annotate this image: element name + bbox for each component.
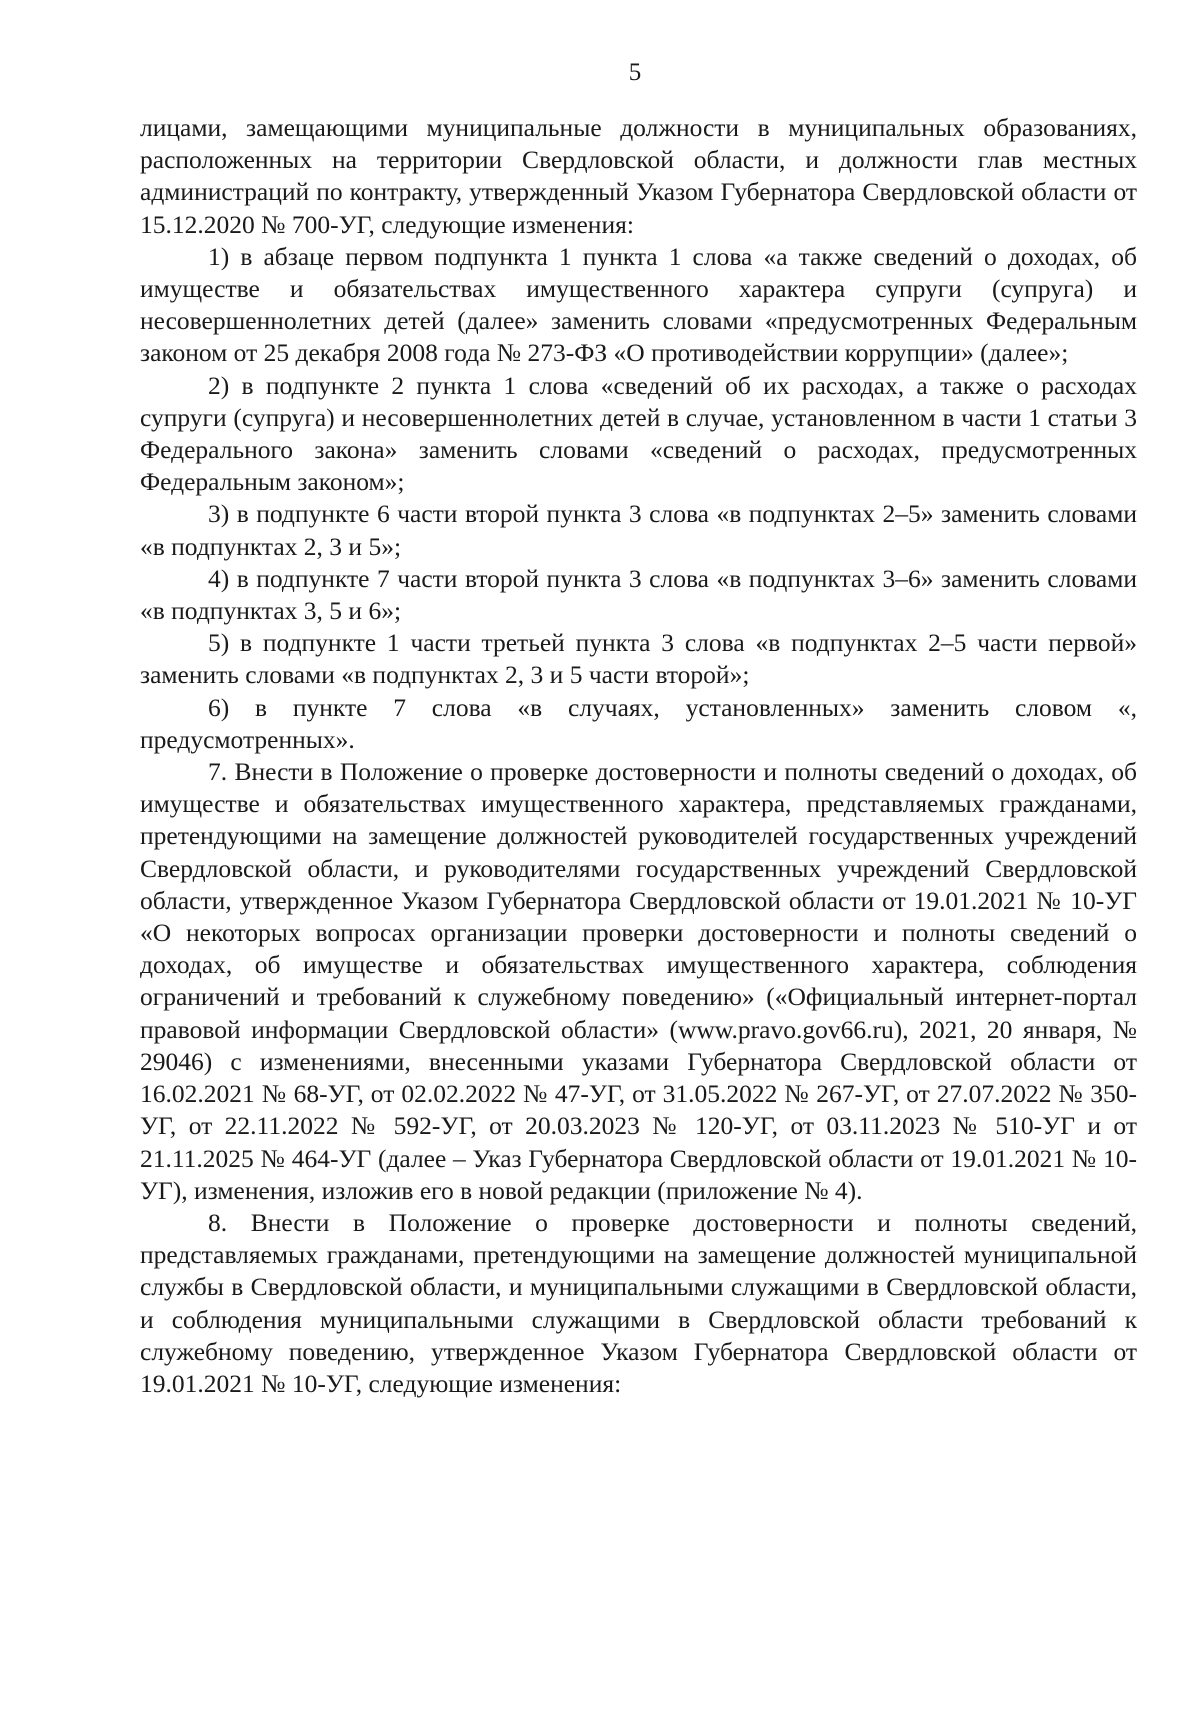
paragraph-section-7: 7. Внести в Положение о проверке достоверности и полноты сведений о доходах, об имуществе и обязательствах имущественного характера, представляемых гражданами, претендующими на замещение должностей руководителей государственных учреждений Свердловской области, и руководителями государственных учреждений Свердловской области, утвержденное Указом Губернатора Свердловской области от 19.01.2021 № 10-УГ «О некоторых вопросах организации проверки достоверности и полноты сведений о доходах, об имуществе и обязательствах имущественного характера, соблюдения ограничений и требований к служебному поведению» («Официальный интернет-портал правовой информации Свердловской области» (www.pravo.gov66.ru), 2021, 20 января, № 29046) с изменениями, внесенными указами Губернатора Свердловской области от 16.02.2021 № 68-УГ, от 02.02.2022 № 47-УГ, от 31.05.2022 № 267-УГ, от 27.07.2022 № 350-УГ, от 22.11.2022 № 592-УГ, от 20.03.2023 № 120-УГ, от 03.11.2023 № 510-УГ и от 21.11.2025 № 464-УГ (далее – Указ Губернатора Свердловской области от 19.01.2021 № 10-УГ), изменения, изложив его в новой редакции (приложение № 4). — [140, 757, 1137, 1205]
paragraph-item-2: 2) в подпункте 2 пункта 1 слова «сведений об их расходах, а также о расходах супруги (супруга) и несовершеннолетних детей в случае, установленном в части 1 статьи 3 Федерального закона» заменить словами «сведений о расходах, предусмотренных Федеральным законом»; — [140, 370, 1137, 497]
paragraph-item-5: 5) в подпункте 1 части третьей пункта 3 слова «в подпунктах 2–5 части первой» заменить словами «в подпунктах 2, 3 и 5 части второй»; — [140, 628, 1137, 690]
document-body — [140, 112, 1137, 1400]
page-number: 5 — [628, 59, 642, 86]
paragraph-continuation: лицами, замещающими муниципальные должности в муниципальных образованиях, расположенных на территории Свердловской области, и должности глав местных администраций по контракту, утвержденный Указом Губернатора Свердловской области от 15.12.2020 № 700-УГ, следующие изменения: — [140, 113, 1137, 239]
paragraph-item-6: 6) в пункте 7 слова «в случаях, установленных» заменить словом «, предусмотренных». — [140, 692, 1137, 754]
paragraph-section-8: 8. Внести в Положение о проверке достоверности и полноты сведений, представляемых гражданами, претендующими на замещение должностей муниципальной службы в Свердловской области, и муниципальными служащими в Свердловской области, и соблюдения муниципальными служащими в Свердловской области требований к служебному поведению, утвержденное Указом Губернатора Свердловской области от 19.01.2021 № 10-УГ, следующие изменения: — [140, 1207, 1137, 1398]
paragraph-item-3: 3) в подпункте 6 части второй пункта 3 слова «в подпунктах 2–5» заменить словами «в подпунктах 2, 3 и 5»; — [140, 499, 1137, 561]
paragraph-item-1: 1) в абзаце первом подпункта 1 пункта 1 слова «а также сведений о доходах, об имуществе и обязательствах имущественного характера супруги (супруга) и несовершеннолетних детей (далее» заменить словами «предусмотренных Федеральным законом от 25 декабря 2008 года № 273-ФЗ «О противодействии коррупции» (далее»; — [140, 241, 1137, 368]
paragraph-item-4: 4) в подпункте 7 части второй пункта 3 слова «в подпунктах 3–6» заменить словами «в подпунктах 3, 5 и 6»; — [140, 563, 1137, 626]
